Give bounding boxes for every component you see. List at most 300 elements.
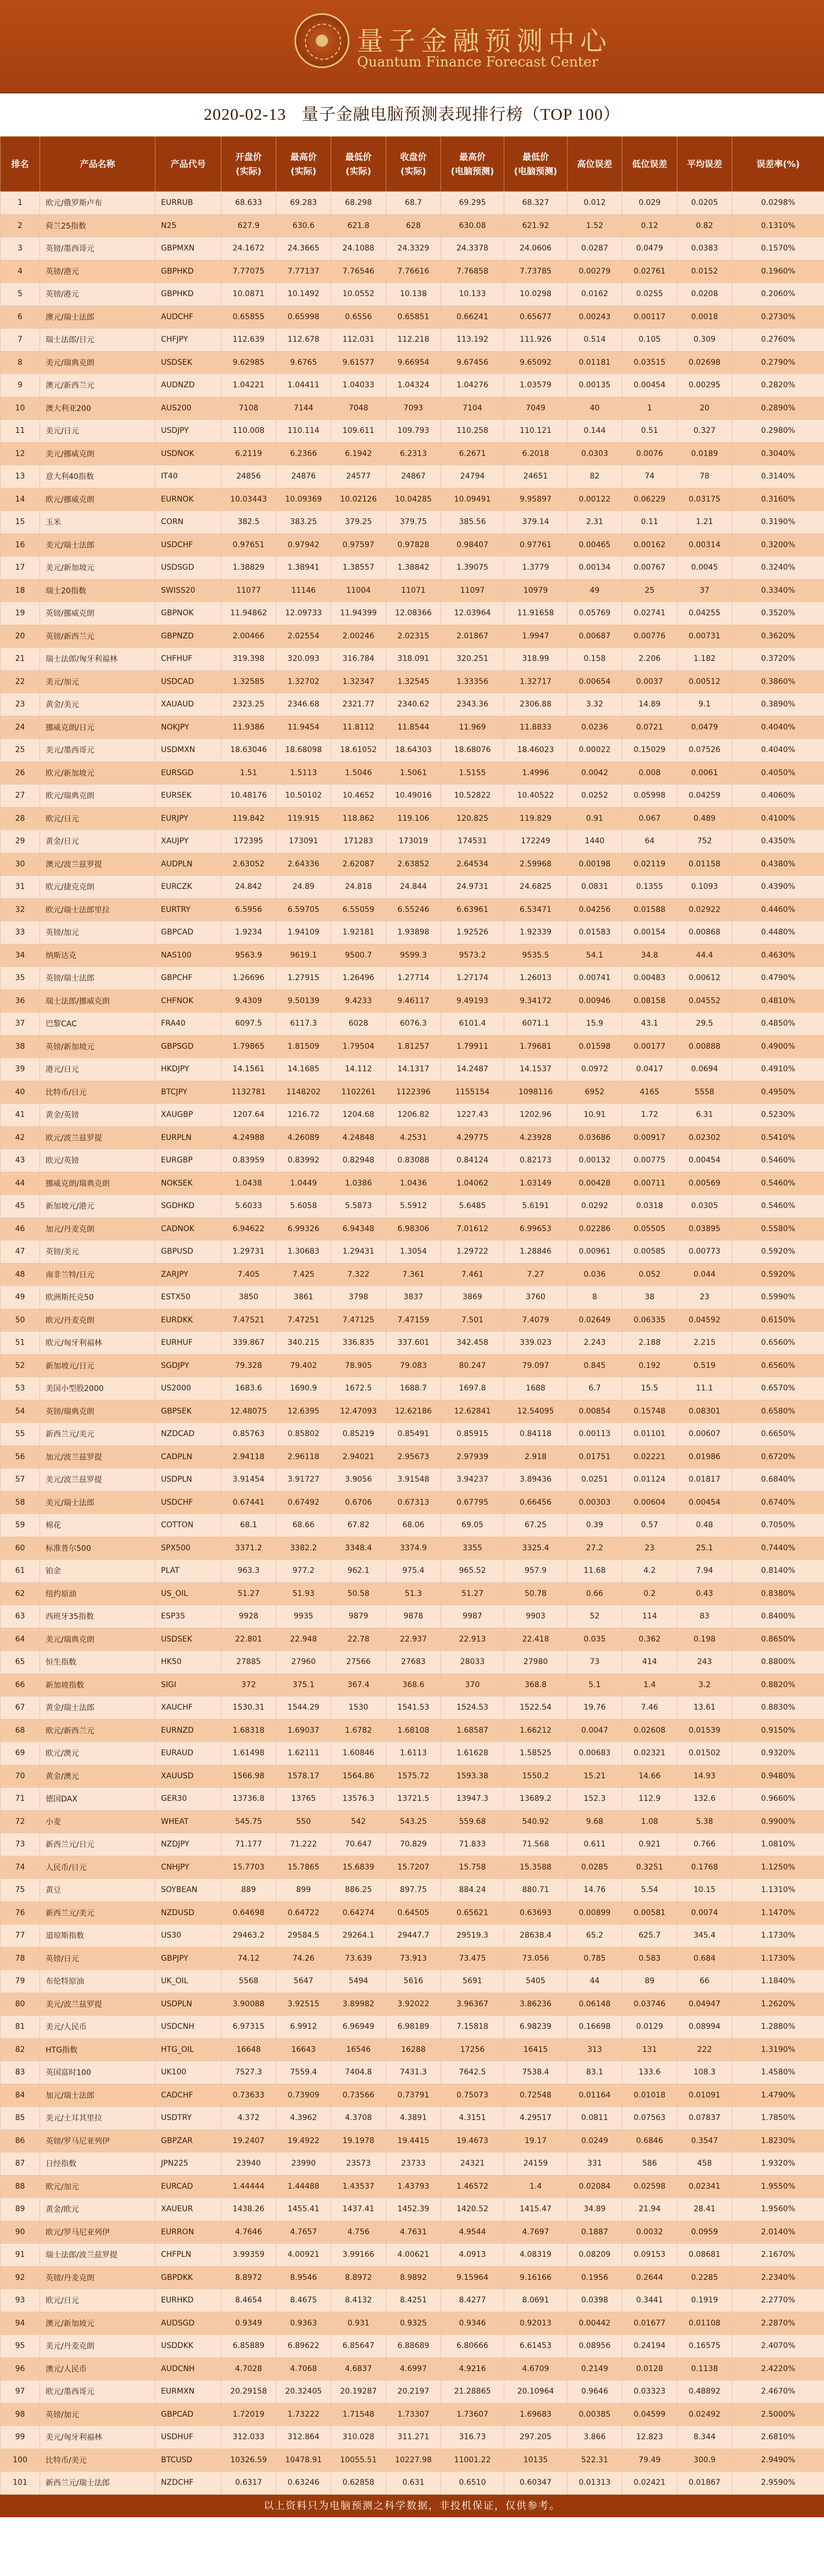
cell-open: 372 bbox=[221, 1673, 276, 1696]
table-row bbox=[1, 2426, 824, 2449]
cell-low-error: 0.1355 bbox=[622, 876, 677, 899]
cell-product-name: 黄金/英镑 bbox=[40, 1104, 155, 1127]
cell-error-rate: 1.1730% bbox=[732, 1924, 824, 1948]
cell-pred-low: 9.65092 bbox=[504, 351, 567, 374]
cell-product-name: 欧元/丹麦克朗 bbox=[40, 1309, 155, 1332]
cell-low: 24.818 bbox=[331, 876, 386, 899]
cell-high: 7.77137 bbox=[276, 260, 331, 283]
cell-high-error: 0.158 bbox=[567, 648, 622, 671]
cell-close: 7431.3 bbox=[386, 2061, 441, 2084]
cell-error-rate: 0.6840% bbox=[732, 1468, 824, 1492]
cell-rank: 97 bbox=[1, 2380, 40, 2403]
cell-high-error: 0.785 bbox=[567, 1947, 622, 1970]
table-row bbox=[1, 2403, 824, 2426]
cell-pred-high: 0.65621 bbox=[441, 1901, 504, 1924]
cell-error-rate: 2.5000% bbox=[732, 2403, 824, 2426]
cell-low-error: 0.03746 bbox=[622, 1993, 677, 2016]
header-label: 低位误差 bbox=[632, 158, 667, 169]
header-label: 最低价 bbox=[345, 151, 372, 162]
cell-high: 0.65998 bbox=[276, 305, 331, 329]
cell-high: 4.26089 bbox=[276, 1126, 331, 1149]
cell-rank: 19 bbox=[1, 602, 40, 625]
cell-rank: 22 bbox=[1, 670, 40, 693]
table-row bbox=[1, 283, 824, 306]
table-row bbox=[1, 716, 824, 739]
cell-low: 7404.8 bbox=[331, 2061, 386, 2084]
cell-pred-high: 19.4673 bbox=[441, 2129, 504, 2152]
cell-avg-error: 0.0959 bbox=[677, 2221, 732, 2244]
cell-avg-error: 0.00295 bbox=[677, 374, 732, 397]
cell-low: 7.47125 bbox=[331, 1309, 386, 1332]
cell-pred-low: 110.121 bbox=[504, 420, 567, 443]
cell-pred-high: 1.39075 bbox=[441, 557, 504, 580]
cell-low: 0.6556 bbox=[331, 305, 386, 329]
header-product-name bbox=[40, 137, 155, 192]
cell-product-code: EURJPY bbox=[155, 807, 221, 830]
cell-error-rate: 0.3720% bbox=[732, 648, 824, 671]
cell-high-error: 0.0252 bbox=[567, 785, 622, 808]
cell-low: 4.6837 bbox=[331, 2357, 386, 2380]
cell-avg-error: 0.04255 bbox=[677, 602, 732, 625]
cell-open: 110.008 bbox=[221, 420, 276, 443]
cell-product-code: ESP35 bbox=[155, 1605, 221, 1628]
cell-high: 4.00921 bbox=[276, 2244, 331, 2267]
cell-pred-low: 1.26013 bbox=[504, 967, 567, 990]
cell-pred-high: 120.825 bbox=[441, 807, 504, 830]
cell-close: 3.91548 bbox=[386, 1468, 441, 1492]
cell-pred-high: 18.68076 bbox=[441, 739, 504, 762]
cell-pred-high: 17256 bbox=[441, 2038, 504, 2061]
cell-close: 2.02315 bbox=[386, 625, 441, 648]
cell-high: 1.73222 bbox=[276, 2403, 331, 2426]
cell-high-error: 0.00022 bbox=[567, 739, 622, 762]
cell-low-error: 586 bbox=[622, 2152, 677, 2176]
cell-low: 1204.68 bbox=[331, 1104, 386, 1127]
cell-pred-low: 0.97761 bbox=[504, 533, 567, 557]
cell-product-code: GBPDKK bbox=[155, 2266, 221, 2289]
cell-high-error: 65.2 bbox=[567, 1924, 622, 1948]
cell-high: 24.89 bbox=[276, 876, 331, 899]
cell-rank: 47 bbox=[1, 1240, 40, 1264]
cell-low: 2.62087 bbox=[331, 853, 386, 876]
header-label: 开盘价 bbox=[235, 151, 262, 162]
cell-error-rate: 0.2060% bbox=[732, 283, 824, 306]
cell-low: 4.24848 bbox=[331, 1126, 386, 1149]
cell-pred-low: 0.72548 bbox=[504, 2084, 567, 2107]
table-row bbox=[1, 785, 824, 808]
cell-product-code: USDPLN bbox=[155, 1993, 221, 2016]
cell-high: 6.59705 bbox=[276, 898, 331, 921]
cell-high-error: 0.0162 bbox=[567, 283, 622, 306]
cell-product-code: ZARJPY bbox=[155, 1263, 221, 1286]
cell-avg-error: 0.0694 bbox=[677, 1058, 732, 1081]
cell-low-error: 0.0129 bbox=[622, 2016, 677, 2039]
cell-product-code: GBPSEK bbox=[155, 1400, 221, 1423]
cell-rank: 86 bbox=[1, 2129, 40, 2152]
cell-low: 1672.5 bbox=[331, 1377, 386, 1400]
cell-pred-low: 24.6825 bbox=[504, 876, 567, 899]
cell-error-rate: 0.2820% bbox=[732, 374, 824, 397]
cell-open: 19.2407 bbox=[221, 2129, 276, 2152]
cell-product-code: HK50 bbox=[155, 1651, 221, 1674]
cell-open: 6.5956 bbox=[221, 898, 276, 921]
cell-product-name: 美元/墨西哥元 bbox=[40, 739, 155, 762]
cell-rank: 1 bbox=[1, 192, 40, 215]
cell-open: 3371.2 bbox=[221, 1537, 276, 1560]
cell-product-code: JPN225 bbox=[155, 2152, 221, 2176]
cell-low-error: 0.052 bbox=[622, 1263, 677, 1286]
cell-error-rate: 1.1310% bbox=[732, 1879, 824, 1902]
cell-rank: 74 bbox=[1, 1856, 40, 1879]
cell-low: 7.322 bbox=[331, 1263, 386, 1286]
cell-pred-high: 316.73 bbox=[441, 2426, 504, 2449]
table-row bbox=[1, 305, 824, 329]
cell-pred-low: 880.71 bbox=[504, 1879, 567, 1902]
cell-open: 0.6317 bbox=[221, 2472, 276, 2495]
cell-low-error: 0.07563 bbox=[622, 2107, 677, 2130]
table-row bbox=[1, 2152, 824, 2176]
cell-rank: 89 bbox=[1, 2198, 40, 2221]
cell-product-code: SWISS20 bbox=[155, 579, 221, 602]
cell-product-name: 英镑/罗马尼亚列伊 bbox=[40, 2129, 155, 2152]
cell-product-name: 瑞士法郎/匈牙利福林 bbox=[40, 648, 155, 671]
cell-low: 1437.41 bbox=[331, 2198, 386, 2221]
cell-pred-low: 12.54095 bbox=[504, 1400, 567, 1423]
header-label: 最高价 bbox=[459, 151, 486, 162]
table-row bbox=[1, 374, 824, 397]
cell-low-error: 21.94 bbox=[622, 2198, 677, 2221]
cell-low-error: 23 bbox=[622, 1537, 677, 1560]
cell-pred-low: 1.03149 bbox=[504, 1172, 567, 1195]
cell-rank: 54 bbox=[1, 1400, 40, 1423]
cell-pred-high: 69.295 bbox=[441, 192, 504, 215]
cell-pred-low: 1688 bbox=[504, 1377, 567, 1400]
cell-open: 3850 bbox=[221, 1286, 276, 1309]
table-row bbox=[1, 1445, 824, 1468]
footer-disclaimer: 以上资料只为电脑预测之科学数据，非投机保证，仅供参考。 bbox=[0, 2495, 824, 2517]
cell-pred-high: 1.61628 bbox=[441, 1742, 504, 1765]
cell-low-error: 133.6 bbox=[622, 2061, 677, 2084]
cell-close: 1.43793 bbox=[386, 2175, 441, 2198]
table-row bbox=[1, 2084, 824, 2107]
cell-high-error: 313 bbox=[567, 2038, 622, 2061]
header-label: 最低价 bbox=[522, 151, 549, 162]
cell-product-name: 英镑/加元 bbox=[40, 921, 155, 944]
cell-pred-high: 320.251 bbox=[441, 648, 504, 671]
cell-rank: 21 bbox=[1, 648, 40, 671]
cell-high: 7.47251 bbox=[276, 1309, 331, 1332]
cell-rank: 50 bbox=[1, 1309, 40, 1332]
cell-open: 1.44444 bbox=[221, 2175, 276, 2198]
cell-pred-high: 4.0913 bbox=[441, 2244, 504, 2267]
cell-product-name: 欧元/波兰兹罗提 bbox=[40, 1126, 155, 1149]
cell-avg-error: 23 bbox=[677, 1286, 732, 1309]
cell-high-error: 0.02084 bbox=[567, 2175, 622, 2198]
cell-error-rate: 0.5580% bbox=[732, 1217, 824, 1240]
cell-avg-error: 0.2285 bbox=[677, 2266, 732, 2289]
cell-rank: 31 bbox=[1, 876, 40, 899]
cell-low: 13576.3 bbox=[331, 1788, 386, 1811]
cell-product-code: AUDPLN bbox=[155, 853, 221, 876]
cell-pred-low: 24159 bbox=[504, 2152, 567, 2176]
cell-error-rate: 1.0810% bbox=[732, 1833, 824, 1856]
cell-pred-high: 0.84124 bbox=[441, 1149, 504, 1172]
cell-avg-error: 0.00888 bbox=[677, 1035, 732, 1058]
table-row bbox=[1, 967, 824, 990]
cell-product-name: 英镑/瑞典克朗 bbox=[40, 1400, 155, 1423]
cell-high-error: 0.03686 bbox=[567, 1126, 622, 1149]
cell-low-error: 0.01588 bbox=[622, 898, 677, 921]
cell-product-code: XAUGBP bbox=[155, 1104, 221, 1127]
cell-pred-low: 19.17 bbox=[504, 2129, 567, 2152]
cell-product-name: 澳元/新加坡元 bbox=[40, 2312, 155, 2335]
cell-low: 23573 bbox=[331, 2152, 386, 2176]
cell-open: 545.75 bbox=[221, 1810, 276, 1833]
cell-pred-low: 68.327 bbox=[504, 192, 567, 215]
table-row bbox=[1, 1035, 824, 1058]
cell-pred-high: 4.9544 bbox=[441, 2221, 504, 2244]
cell-product-name: 美元/波兰兹罗提 bbox=[40, 1468, 155, 1492]
cell-open: 0.9349 bbox=[221, 2312, 276, 2335]
cell-pred-high: 9.67456 bbox=[441, 351, 504, 374]
cell-product-code: AUDCNH bbox=[155, 2357, 221, 2380]
cell-product-code: USDSEK bbox=[155, 351, 221, 374]
cell-close: 3837 bbox=[386, 1286, 441, 1309]
cell-high-error: 8 bbox=[567, 1286, 622, 1309]
cell-pred-high: 24794 bbox=[441, 465, 504, 488]
cell-error-rate: 0.6580% bbox=[732, 1400, 824, 1423]
cell-pred-high: 7.01612 bbox=[441, 1217, 504, 1240]
cell-close: 13721.5 bbox=[386, 1788, 441, 1811]
cell-low-error: 89 bbox=[622, 1970, 677, 1993]
cell-high: 1.94109 bbox=[276, 921, 331, 944]
cell-rank: 83 bbox=[1, 2061, 40, 2084]
cell-low: 0.73566 bbox=[331, 2084, 386, 2107]
cell-product-code: EURTRY bbox=[155, 898, 221, 921]
cell-pred-low: 1098116 bbox=[504, 1081, 567, 1104]
table-row bbox=[1, 1765, 824, 1788]
cell-product-name: 澳元/人民币 bbox=[40, 2357, 155, 2380]
cell-avg-error: 0.16575 bbox=[677, 2335, 732, 2358]
cell-product-name: 瑞士法郎/挪威克朗 bbox=[40, 989, 155, 1012]
cell-high-error: 0.00961 bbox=[567, 1240, 622, 1264]
cell-rank: 98 bbox=[1, 2403, 40, 2426]
cell-product-code: US_OIL bbox=[155, 1582, 221, 1605]
cell-low-error: 0.12 bbox=[622, 214, 677, 237]
cell-low: 112.031 bbox=[331, 329, 386, 352]
cell-low: 2.94021 bbox=[331, 1445, 386, 1468]
cell-high-error: 0.00465 bbox=[567, 533, 622, 557]
cell-product-name: 巴黎CAC bbox=[40, 1012, 155, 1036]
cell-open: 12.48075 bbox=[221, 1400, 276, 1423]
cell-close: 6.2313 bbox=[386, 442, 441, 465]
cell-avg-error: 6.31 bbox=[677, 1104, 732, 1127]
cell-product-code: EURHUF bbox=[155, 1332, 221, 1355]
cell-product-code: EURHKD bbox=[155, 2289, 221, 2312]
cell-product-code: GBPCAD bbox=[155, 921, 221, 944]
cell-product-name: 美元/瑞典克朗 bbox=[40, 1628, 155, 1651]
cell-product-name: 新西兰元/瑞士法郎 bbox=[40, 2472, 155, 2495]
cell-open: 10.0871 bbox=[221, 283, 276, 306]
cell-low-error: 74 bbox=[622, 465, 677, 488]
cell-high: 27960 bbox=[276, 1651, 331, 1674]
cell-high: 1.27915 bbox=[276, 967, 331, 990]
cell-low: 67.82 bbox=[331, 1514, 386, 1537]
table-row bbox=[1, 1012, 824, 1036]
cell-pred-low: 28638.4 bbox=[504, 1924, 567, 1948]
cell-low-error: 4.2 bbox=[622, 1560, 677, 1583]
cell-low: 1.6782 bbox=[331, 1719, 386, 1742]
cell-product-name: 英镑/瑞士法郎 bbox=[40, 967, 155, 990]
cell-avg-error: 345.4 bbox=[677, 1924, 732, 1948]
cell-close: 318.091 bbox=[386, 648, 441, 671]
cell-avg-error: 0.04947 bbox=[677, 1993, 732, 2016]
cell-open: 11.94862 bbox=[221, 602, 276, 625]
cell-rank: 30 bbox=[1, 853, 40, 876]
cell-product-code: EURCZK bbox=[155, 876, 221, 899]
cell-high-error: 0.0285 bbox=[567, 1856, 622, 1879]
cell-high-error: 9.68 bbox=[567, 1810, 622, 1833]
header-high bbox=[276, 137, 331, 192]
cell-product-code: USDCNH bbox=[155, 2016, 221, 2039]
cell-product-name: 黄金/瑞士法郎 bbox=[40, 1696, 155, 1720]
cell-pred-low: 621.92 bbox=[504, 214, 567, 237]
cell-product-code: IT40 bbox=[155, 465, 221, 488]
cell-error-rate: 1.7850% bbox=[732, 2107, 824, 2130]
cell-high-error: 3.32 bbox=[567, 693, 622, 716]
cell-product-code: SOYBEAN bbox=[155, 1879, 221, 1902]
cell-low: 1.26496 bbox=[331, 967, 386, 990]
cell-close: 10.04285 bbox=[386, 488, 441, 511]
cell-low-error: 0.00585 bbox=[622, 1240, 677, 1264]
cell-avg-error: 3.2 bbox=[677, 1673, 732, 1696]
cell-low: 6.1942 bbox=[331, 442, 386, 465]
cell-product-code: US30 bbox=[155, 1924, 221, 1948]
cell-open: 1.38829 bbox=[221, 557, 276, 580]
cell-product-name: 英镑/加元 bbox=[40, 2403, 155, 2426]
cell-low-error: 0.921 bbox=[622, 1833, 677, 1856]
cell-rank: 80 bbox=[1, 1993, 40, 2016]
cell-close: 975.4 bbox=[386, 1560, 441, 1583]
cell-low: 1.71548 bbox=[331, 2403, 386, 2426]
cell-close: 24867 bbox=[386, 465, 441, 488]
cell-close: 7.361 bbox=[386, 1263, 441, 1286]
cell-low-error: 0.0128 bbox=[622, 2357, 677, 2380]
cell-high-error: 73 bbox=[567, 1651, 622, 1674]
cell-error-rate: 1.1470% bbox=[732, 1901, 824, 1924]
cell-pred-high: 1.73607 bbox=[441, 2403, 504, 2426]
cell-high-error: 0.00279 bbox=[567, 260, 622, 283]
cell-pred-low: 14.1537 bbox=[504, 1058, 567, 1081]
header-product-code bbox=[155, 137, 221, 192]
cell-error-rate: 0.9900% bbox=[732, 1810, 824, 1833]
cell-product-code: CNHJPY bbox=[155, 1856, 221, 1879]
cell-high: 119.915 bbox=[276, 807, 331, 830]
cell-product-code: EURNOK bbox=[155, 488, 221, 511]
cell-pred-low: 4.29517 bbox=[504, 2107, 567, 2130]
cell-close: 73.913 bbox=[386, 1947, 441, 1970]
cell-low-error: 0.00581 bbox=[622, 1901, 677, 1924]
cell-high: 630.6 bbox=[276, 214, 331, 237]
cell-low-error: 2.206 bbox=[622, 648, 677, 671]
cell-avg-error: 11.1 bbox=[677, 1377, 732, 1400]
cell-product-name: 瑞士法郎/波兰兹罗提 bbox=[40, 2244, 155, 2267]
cell-close: 18.64303 bbox=[386, 739, 441, 762]
cell-close: 10.138 bbox=[386, 283, 441, 306]
cell-rank: 9 bbox=[1, 374, 40, 397]
cell-error-rate: 0.9480% bbox=[732, 1765, 824, 1788]
cell-error-rate: 0.8820% bbox=[732, 1673, 824, 1696]
cell-pred-high: 15.758 bbox=[441, 1856, 504, 1879]
cell-product-name: 新加坡元/港元 bbox=[40, 1195, 155, 1218]
cell-pred-high: 1.04276 bbox=[441, 374, 504, 397]
cell-close: 1.73307 bbox=[386, 2403, 441, 2426]
cell-high: 68.66 bbox=[276, 1514, 331, 1537]
cell-pred-high: 51.27 bbox=[441, 1582, 504, 1605]
cell-avg-error: 0.04259 bbox=[677, 785, 732, 808]
cell-close: 0.9325 bbox=[386, 2312, 441, 2335]
cell-close: 3374.9 bbox=[386, 1537, 441, 1560]
cell-low-error: 0.01101 bbox=[622, 1423, 677, 1446]
cell-low: 1564.86 bbox=[331, 1765, 386, 1788]
cell-product-name: 欧元/罗马尼亚列伊 bbox=[40, 2221, 155, 2244]
cell-close: 1.68108 bbox=[386, 1719, 441, 1742]
cell-error-rate: 1.3190% bbox=[732, 2038, 824, 2061]
cell-avg-error: 7.94 bbox=[677, 1560, 732, 1583]
cell-high: 173091 bbox=[276, 830, 331, 853]
cell-pred-low: 7.27 bbox=[504, 1263, 567, 1286]
table-row bbox=[1, 1970, 824, 1993]
cell-product-code: EURSGD bbox=[155, 761, 221, 785]
cell-pred-low: 1202.96 bbox=[504, 1104, 567, 1127]
cell-pred-high: 9987 bbox=[441, 1605, 504, 1628]
cell-open: 10.03443 bbox=[221, 488, 276, 511]
cell-high: 9619.1 bbox=[276, 944, 331, 967]
cell-high-error: 0.0042 bbox=[567, 761, 622, 785]
cell-pred-high: 1524.53 bbox=[441, 1696, 504, 1720]
cell-pred-high: 6.63961 bbox=[441, 898, 504, 921]
cell-high-error: 0.08209 bbox=[567, 2244, 622, 2267]
cell-pred-high: 1.92526 bbox=[441, 921, 504, 944]
cell-rank: 55 bbox=[1, 1423, 40, 1446]
cell-open: 963.3 bbox=[221, 1560, 276, 1583]
cell-low-error: 14.66 bbox=[622, 1765, 677, 1788]
cell-low: 11.8112 bbox=[331, 716, 386, 739]
cell-low-error: 0.3441 bbox=[622, 2289, 677, 2312]
cell-avg-error: 0.02341 bbox=[677, 2175, 732, 2198]
cell-open: 7527.3 bbox=[221, 2061, 276, 2084]
cell-low-error: 0.05505 bbox=[622, 1217, 677, 1240]
cell-error-rate: 0.4790% bbox=[732, 967, 824, 990]
cell-low: 542 bbox=[331, 1810, 386, 1833]
cell-pred-high: 1.04062 bbox=[441, 1172, 504, 1195]
cell-open: 172395 bbox=[221, 830, 276, 853]
cell-product-code: FRA40 bbox=[155, 1012, 221, 1036]
cell-product-code: NZDJPY bbox=[155, 1833, 221, 1856]
cell-close: 24.3329 bbox=[386, 237, 441, 260]
cell-high-error: 0.2149 bbox=[567, 2357, 622, 2380]
cell-low-error: 0.362 bbox=[622, 1628, 677, 1651]
header-sublabel: (电脑预测) bbox=[514, 165, 558, 176]
cell-low-error: 0.00483 bbox=[622, 967, 677, 990]
cell-low-error: 0.00177 bbox=[622, 1035, 677, 1058]
cell-open: 1.26696 bbox=[221, 967, 276, 990]
cell-error-rate: 0.8830% bbox=[732, 1696, 824, 1720]
cell-product-code: AUS200 bbox=[155, 397, 221, 420]
cell-close: 0.73791 bbox=[386, 2084, 441, 2107]
cell-product-code: CADCHF bbox=[155, 2084, 221, 2107]
cell-pred-low: 7.73785 bbox=[504, 260, 567, 283]
